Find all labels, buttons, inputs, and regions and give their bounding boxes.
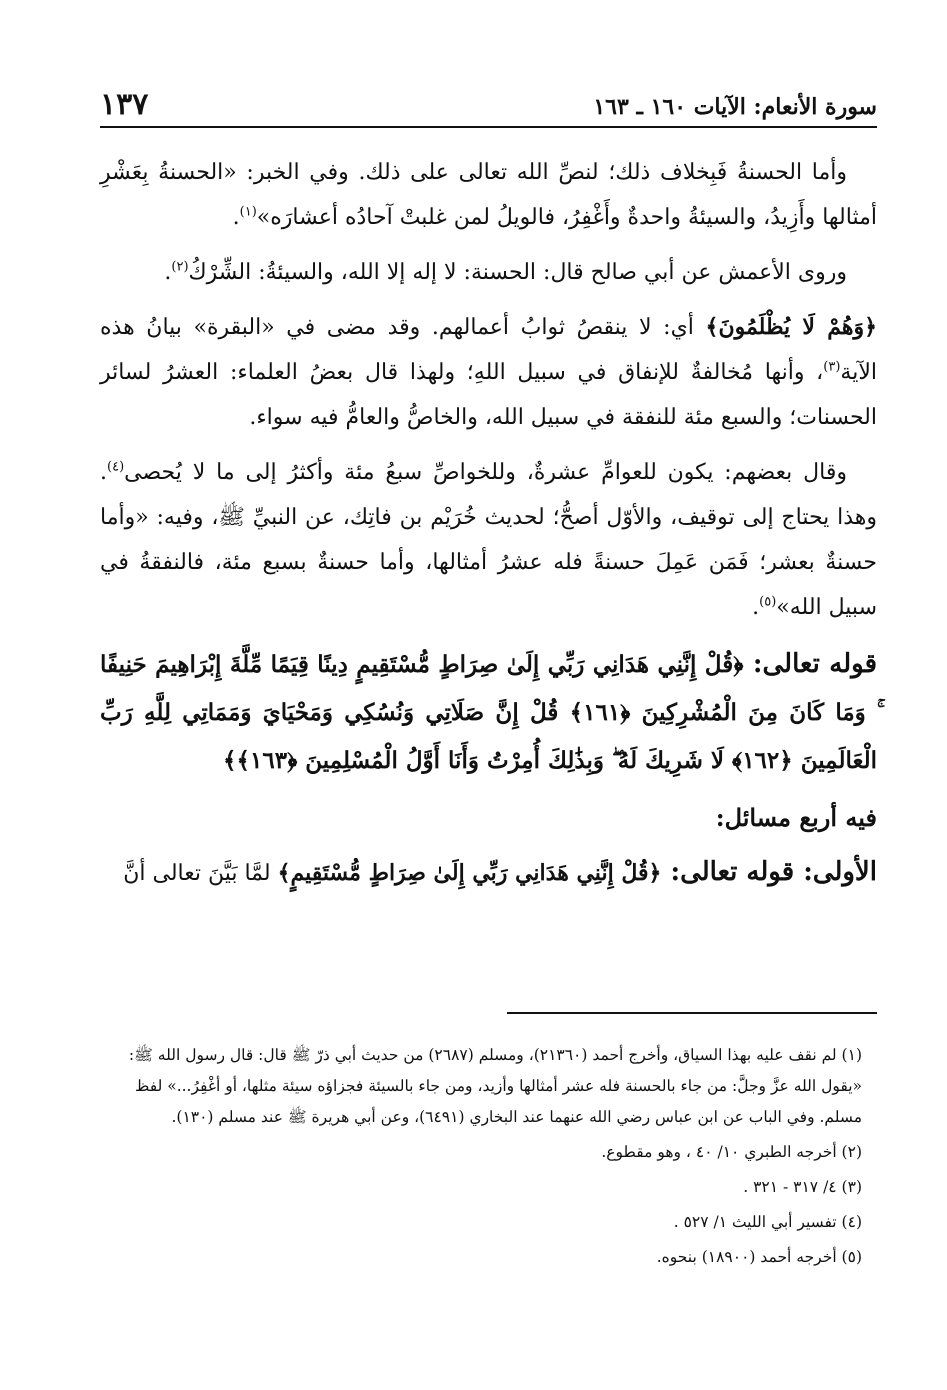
paragraph-2-text: وروى الأعمش عن أبي صالح قال: الحسنة: لا إله إلا الله، والسيئةُ: الشِّرْكُ xyxy=(188,260,847,285)
paragraph-1-end: . xyxy=(232,205,240,230)
page-number: ١٣٧ xyxy=(100,87,149,122)
paragraph-2-end: . xyxy=(164,260,172,285)
footnote-5: (٥) أخرجه أحمد (١٨٩٠٠) بنحوه. xyxy=(656,1248,862,1266)
first-issue-text: لمَّا بَيَّنَ تعالى أنَّ xyxy=(123,861,278,886)
footnote-ref-5: (٥) xyxy=(759,594,777,610)
paragraph-2 xyxy=(100,250,877,295)
paragraph-4-end: . xyxy=(752,595,760,620)
first-issue xyxy=(100,850,877,896)
footnote-ref-4: (٤) xyxy=(107,459,125,475)
paragraph-4 xyxy=(100,450,877,630)
verse-text: ﴿قُلْ إِنَّنِي هَدَانِي رَبِّي إِلَىٰ صِرَاطٍ مُّسْتَقِيمٍ دِينًا قِيَمًا مِّلَّةَ إِبْرَاهِيمَ حَنِيفًا ۚ وَمَا كَانَ مِنَ الْمُشْرِكِينَ ﴿١٦١﴾ قُلْ إِنَّ صَلَاتِي وَنُسُكِي وَمَحْيَايَ وَمَمَاتِي لِلَّهِ رَبِّ الْعَالَمِينَ ﴿١٦٢﴾ لَا شَرِيكَ لَهُ ۖ وَبِذَٰلِكَ أُمِرْتُ وَأَنَا أَوَّلُ الْمُسْلِمِينَ ﴿١٦٣﴾﴾ xyxy=(100,651,877,774)
paragraph-1 xyxy=(100,150,877,240)
footnotes xyxy=(100,1040,862,1277)
footnote-ref-1: (١) xyxy=(239,204,257,220)
paragraph-1-text: وأما الحسنةُ فَبِخلاف ذلك؛ لنصِّ الله تعالى على ذلك. وفي الخبر: «الحسنةُ بِعَشْرِ أمثالها وأَزِيدُ، والسيئةُ واحدةٌ وأَغْفِرُ، فالويلُ لمن غلبتْ آحادُه أعشارَه» xyxy=(100,160,877,230)
paragraph-3 xyxy=(100,305,877,440)
footnote-ref-3: (٣) xyxy=(823,359,841,375)
first-issue-lead: الأولى: قوله تعالى: xyxy=(661,857,877,887)
first-issue-quran: ﴿قُلْ إِنَّنِي هَدَانِي رَبِّي إِلَىٰ صِرَاطٍ مُّسْتَقِيمٍ﴾ xyxy=(277,860,662,886)
issues-heading: فيه أربع مسائل: xyxy=(715,803,877,832)
page-header xyxy=(100,78,877,128)
main-text xyxy=(100,150,877,906)
paragraph-4-text-b: . وهذا يحتاج إلى توقيف، والأوّل أصحُّ؛ لحديث خُرَيْم بن فاتِك، عن النبيِّ ﷺ، وفيه: «وأما حسنةٌ بعشر؛ فَمَن عَمِلَ حسنةً فله عشرُ أمثالها، وأما حسنةٌ بسبع مئة، فالنفقةُ في سبيل الله» xyxy=(100,460,877,620)
paragraph-4-text-a: وقال بعضهم: يكون للعوامِّ عشرةٌ، وللخواصِّ سبعُ مئة وأكثرُ إلى ما لا يُحصى xyxy=(124,460,847,485)
footnote-ref-2: (٢) xyxy=(171,259,189,275)
footnote-4: (٤) تفسير أبي الليث ١/ ٥٢٧ . xyxy=(673,1213,862,1231)
paragraph-3-text-b: ، وأنها مُخالفةٌ للإنفاق في سبيل اللهِ؛ ولهذا قال بعضُ العلماء: العشرُ لسائر الحسنات؛ والسبع مئة للنفقة في سبيل الله، والخاصُّ والعامُّ فيه سواء. xyxy=(100,360,877,430)
footnote-2: (٢) أخرجه الطبري ١٠/ ٤٠ ، وهو مقطوع. xyxy=(601,1143,862,1161)
verse-lead: قوله تعالى: xyxy=(743,649,878,679)
quran-quote: ﴿وَهُمْ لَا يُظْلَمُونَ﴾ xyxy=(705,314,877,340)
paragraph-3-text-a: أي: لا ينقصُ ثوابُ أعمالهم. وقد مضى في «البقرة» بيانُ هذه الآية xyxy=(100,315,877,385)
footnote-divider xyxy=(507,1012,877,1014)
verse-block xyxy=(100,640,877,785)
running-title: سورة الأنعام: الآيات ١٦٠ ـ ١٦٣ xyxy=(593,94,877,120)
footnote-1: (١) لم نقف عليه بهذا السياق، وأخرج أحمد (٢١٣٦٠)، ومسلم (٢٦٨٧) من حديث أبي ذرّ ﷺ قال: قال رسول الله ﷺ: «يقول الله عزَّ وجلَّ: من جاء بالحسنة فله عشر أمثالها وأزيد، ومن جاء بالسيئة فجزاؤه سيئة مثلها، أو أغْفِرُ...» لفظ مسلم. وفي الباب عن ابن عباس رضي الله عنهما عند البخاري (٦٤٩١)، وعن أبي هريرة ﷺ عند مسلم (١٣٠). xyxy=(128,1046,862,1126)
footnote-3: (٣) ٤/ ٣١٧ - ٣٢١ . xyxy=(743,1178,862,1196)
